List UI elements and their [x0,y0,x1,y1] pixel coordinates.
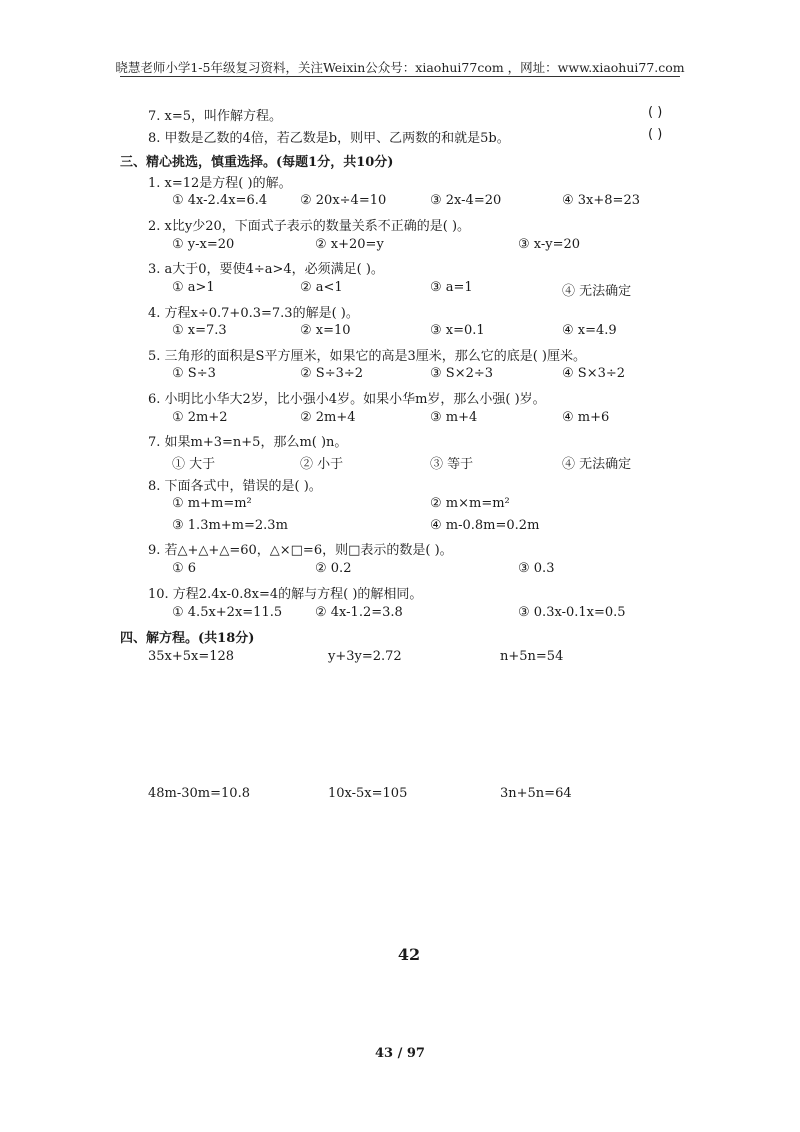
question-7: 7. 如果m+3=n+5，那么m( )n。 [148,435,348,450]
question-6-option-1: ① 2m+2 [172,410,228,425]
question-9: 9. 若△+△+△=60，△×□=6，则□表示的数是( )。 [148,543,453,558]
question-10: 10. 方程2.4x-0.8x=4的解与方程( )的解相同。 [148,587,423,602]
question-10-option-2: ② 4x-1.2=3.8 [315,605,403,620]
judge-item-7-paren: ( ) [648,105,663,120]
question-8: 8. 下面各式中，错误的是( )。 [148,479,322,494]
question-3-option-3: ③ a=1 [430,280,473,295]
question-7-option-2: ② 小于 [300,457,344,472]
equation: n+5n=54 [500,649,564,664]
question-3-option-4: ④ 无法确定 [562,284,632,299]
equation: 35x+5x=128 [148,649,235,664]
question-7-option-1: ① 大于 [172,457,216,472]
page-number: 42 [397,945,421,964]
question-1-option-4: ④ 3x+8=23 [562,193,640,208]
question-1: 1. x=12是方程( )的解。 [148,176,292,191]
question-7-option-4: ④ 无法确定 [562,457,632,472]
question-8-option-3: ③ 1.3m+m=2.3m [172,518,288,533]
question-5-option-1: ① S÷3 [172,366,216,381]
question-6-option-2: ② 2m+4 [300,410,356,425]
question-1-option-3: ③ 2x-4=20 [430,193,502,208]
page-header: 晓慧老师小学1-5年级复习资料，关注Weixin公众号：xiaohui77com ，网址：www.xiaohui77.com [115,60,685,75]
section-3-title: 三、精心挑选，慎重选择。(每题1分，共10分) [120,155,394,170]
question-9-option-3: ③ 0.3 [518,561,555,576]
section-4-title: 四、解方程。(共18分) [120,631,255,646]
header-divider [120,76,680,77]
question-7-option-3: ③ 等于 [430,457,474,472]
question-2-option-2: ② x+20=y [315,237,384,252]
question-10-option-3: ③ 0.3x-0.1x=0.5 [518,605,626,620]
question-8-option-2: ② m×m=m² [430,496,510,511]
question-2-option-3: ③ x-y=20 [518,237,581,252]
question-2: 2. x比y少20，下面式子表示的数量关系不正确的是( )。 [148,219,471,234]
question-4: 4. 方程x÷0.7+0.3=7.3的解是( )。 [148,306,359,321]
question-2-option-1: ① y-x=20 [172,237,235,252]
question-1-option-1: ① 4x-2.4x=6.4 [172,193,268,208]
question-6-option-4: ④ m+6 [562,410,610,425]
question-9-option-2: ② 0.2 [315,561,352,576]
question-4-option-1: ① x=7.3 [172,323,227,338]
equation: 10x-5x=105 [328,786,408,801]
question-5-option-2: ② S÷3÷2 [300,366,364,381]
question-8-option-4: ④ m-0.8m=0.2m [430,518,540,533]
equation: 3n+5n=64 [500,786,572,801]
question-3: 3. a大于0，要使4÷a>4，必须满足( )。 [148,262,384,277]
question-6-option-3: ③ m+4 [430,410,478,425]
question-8-option-1: ① m+m=m² [172,496,252,511]
equation: 48m-30m=10.8 [148,786,250,801]
judge-item-7: 7. x=5，叫作解方程。 [148,109,283,124]
question-5: 5. 三角形的面积是S平方厘米，如果它的高是3厘米，那么它的底是( )厘米。 [148,349,586,364]
question-9-option-1: ① 6 [172,561,197,576]
question-3-option-2: ② a<1 [300,280,343,295]
question-6: 6. 小明比小华大2岁，比小强小4岁。如果小华m岁，那么小强( )岁。 [148,392,546,407]
equation: y+3y=2.72 [328,649,402,664]
question-4-option-3: ③ x=0.1 [430,323,485,338]
question-10-option-1: ① 4.5x+2x=11.5 [172,605,283,620]
question-1-option-2: ② 20x÷4=10 [300,193,387,208]
question-5-option-3: ③ S×2÷3 [430,366,494,381]
judge-item-8: 8. 甲数是乙数的4倍，若乙数是b，则甲、乙两数的和就是5b。 [148,131,510,146]
question-4-option-2: ② x=10 [300,323,351,338]
question-3-option-1: ① a>1 [172,280,215,295]
judge-item-8-paren: ( ) [648,127,663,142]
page-counter: 43 / 97 [375,1046,425,1061]
question-4-option-4: ④ x=4.9 [562,323,617,338]
question-5-option-4: ④ S×3÷2 [562,366,626,381]
